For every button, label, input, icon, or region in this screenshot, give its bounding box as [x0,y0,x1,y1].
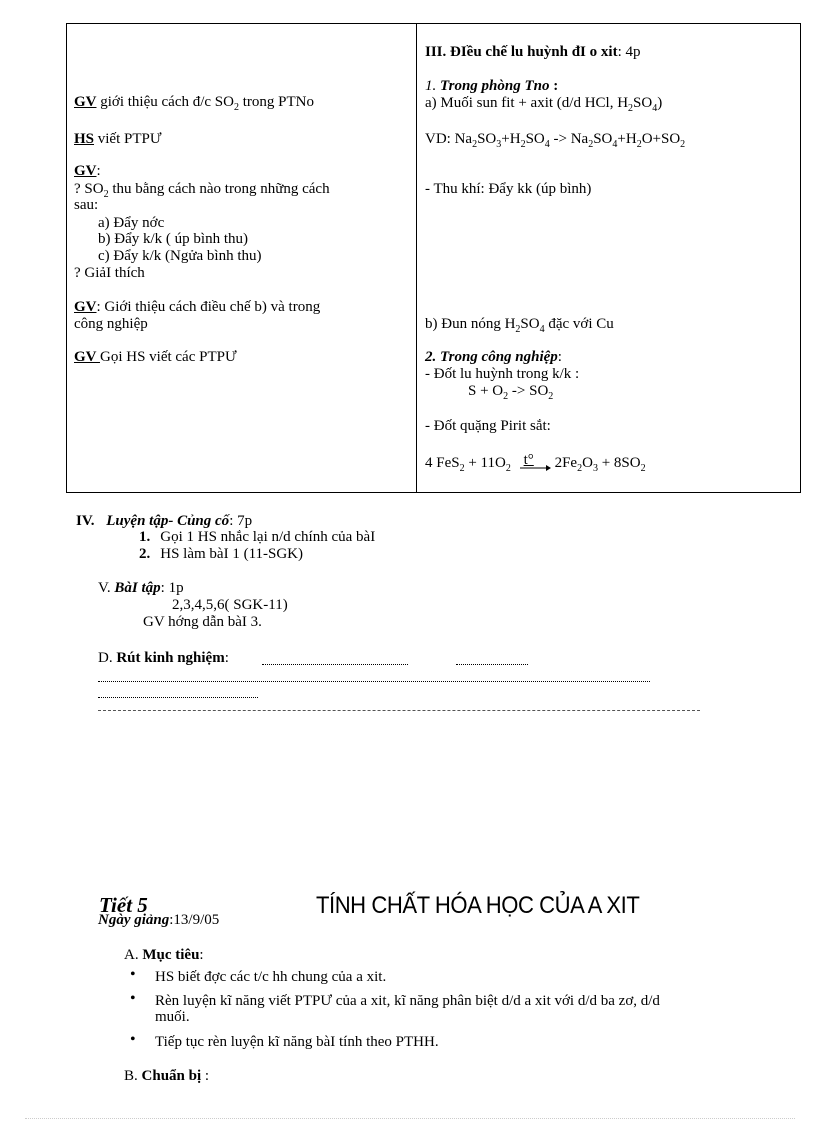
heading-num: 1. [425,78,440,94]
fill-line [456,664,528,665]
text: O [582,455,593,471]
subscript: 2 [515,324,521,335]
subscript: 2 [588,139,594,150]
gas-collection: - Thu khí: Đẩy kk (úp bình) [425,181,592,197]
page-bottom-border [25,1118,795,1119]
text: 2Fe [554,455,578,471]
text: + 8SO [597,455,641,471]
gv-label: GV [74,163,97,179]
question-line-2: sau: [74,197,99,213]
student-note [74,131,162,148]
heading-colon: : [224,650,229,666]
fill-line [98,681,650,682]
heading-time: : 4p [617,44,641,60]
gv-label: GV [74,299,97,315]
burn-pyrite: - Đốt quặng Pirit sắt: [425,418,551,434]
heading-colon: : [201,1068,210,1084]
gv-label: GV [74,94,97,110]
heading-colon: : [199,947,204,963]
section-4-heading [76,513,252,530]
date-label: Ngày giảng [98,912,170,928]
teacher-note-2 [74,163,101,180]
heading-text: Mục tiêu [142,947,200,963]
preparation-heading [124,1068,209,1085]
pyrite-equation [425,454,646,474]
subscript: 3 [592,463,598,474]
heading-text: Luyện tập- Củng cố [106,513,230,529]
subscript: 4 [612,139,618,150]
question-line-1 [74,181,330,200]
list-text: HS làm bàI 1 (11-SGK) [160,546,304,562]
lesson-title: TÍNH CHẤT HÓA HỌC CỦA A XIT [316,892,640,919]
question-text: thu bằng cách nào trong những cách [108,181,330,197]
subscript: 2 [103,189,109,200]
bullet-icon: • [130,990,136,1007]
heading-time: : 1p [160,580,184,596]
heading-time: : 7p [229,513,253,529]
heading-text: Rút kinh nghiệm [116,650,225,666]
text: VD: Na [425,131,473,147]
fill-line [98,697,258,698]
subscript: 2 [459,463,465,474]
teacher-note-3-cont: công nghiệp [74,316,148,332]
review-item-1 [139,529,375,546]
lesson-date [98,912,219,929]
list-num: 1. [139,529,151,545]
section-3-heading [425,44,640,61]
objective-2: Rèn luyện kĩ năng viết PTPƯ của a xit, kĩ năng phân biệt d/d a xit với d/d ba zơ, d/d [155,993,660,1009]
note-text: giới thiệu cách đ/c SO [96,94,234,110]
subscript: 2 [636,139,642,150]
date-value: :13/9/05 [169,912,220,928]
heading-text: III. ĐIều chế lu huỳnh đI o xit [425,44,618,60]
note-text: Gọi HS viết các PTPƯ [99,349,237,365]
heading-num: D. [98,650,117,666]
exercise-list: 2,3,4,5,6( SGK-11) [172,597,288,613]
explain-question: ? GiảI thích [74,265,145,281]
section-5-heading [98,580,184,597]
text: + 11O [464,455,506,471]
bullet-icon: • [130,1031,136,1048]
subscript: 4 [652,103,658,114]
lab-method-b [425,316,614,335]
note-text: viết PTPƯ [94,131,162,147]
example-equation: VD: $Na_2SO_3+H_2SO_4 -> Na_2SO_4+H_2O+SO_2$ [425,131,686,150]
text: S + O [468,383,504,399]
text: b) Đun nóng H [425,316,516,332]
objective-3: Tiếp tục rèn luyện kĩ năng bàI tính theo PTHH. [155,1034,439,1050]
bullet-icon: • [130,966,136,983]
subscript: 2 [548,391,554,402]
subscript: 4 [544,139,550,150]
note-text: : Giới thiệu cách điều chế b) và trong [96,299,321,315]
text: 4 FeS [425,455,460,471]
subscript: 2 [503,391,509,402]
subscript: 2 [577,463,583,474]
objective-1: HS biết đợc các t/c hh chung của a xit. [155,969,387,985]
text: -> SO [508,383,549,399]
heading-text: Chuẩn bị [141,1068,202,1084]
option-c: c) Đẩy k/k (Ngửa bình thu) [98,248,262,264]
exercise-guide: GV hớng dẫn bàI 3. [143,614,262,630]
objectives-heading [124,947,204,964]
objective-2-cont: muối. [155,1009,190,1025]
condition-label: t° [523,452,534,468]
heading-text: 2. Trong công nghiệp [425,349,558,365]
subscript: 2 [520,139,526,150]
list-num: 2. [139,546,151,562]
teacher-note-1 [74,94,314,113]
text: ) [657,95,663,111]
lesson-number: Tiết 5 [99,893,148,917]
teacher-note-4 [74,349,237,366]
text: đặc với Cu [544,316,614,332]
lab-method-a [425,95,662,114]
subscript: 3 [496,139,502,150]
heading-colon: : [549,78,559,94]
subscript: 2 [233,102,239,113]
heading-num: B. [124,1068,142,1084]
burn-sulfur: - Đốt lu huỳnh trong k/k : [425,366,580,382]
teacher-note-3 [74,299,320,316]
subscript: 4 [539,324,545,335]
review-item-2 [139,546,303,563]
text: SO [633,95,653,111]
subscript: 2 [628,103,634,114]
industry-heading [425,349,562,366]
subscript: 2 [472,139,478,150]
subscript: 2 [640,463,646,474]
gv-label: GV [74,349,100,365]
table-divider [416,23,417,493]
lab-heading [425,78,558,95]
text: -> Na [549,131,589,147]
section-d-heading [98,650,229,667]
heading-text: Trong phòng Tno [440,78,550,94]
option-a: a) Đẩy nớc [98,215,165,231]
heading-colon: : [557,349,562,365]
heading-num: V. [98,580,115,596]
sulfur-equation [468,383,553,402]
question-text: ? SO [74,181,104,197]
list-text: Gọi 1 HS nhắc lại n/d chính của bàI [160,529,376,545]
fill-line [262,664,408,665]
text: a) Muối sun fit + axit (d/d HCl, H [425,95,629,111]
heading-num: IV. [76,513,95,529]
divider [98,710,700,711]
subscript: 2 [505,463,511,474]
heading-text: BàI tập [114,580,161,596]
subscript: 2 [680,139,686,150]
hs-label: HS [74,131,95,147]
note-text: : [96,163,101,179]
note-text: trong PTNo [238,94,314,110]
text: SO [520,316,540,332]
heading-num: A. [124,947,143,963]
option-b: b) Đẩy k/k ( úp bình thu) [98,231,248,247]
